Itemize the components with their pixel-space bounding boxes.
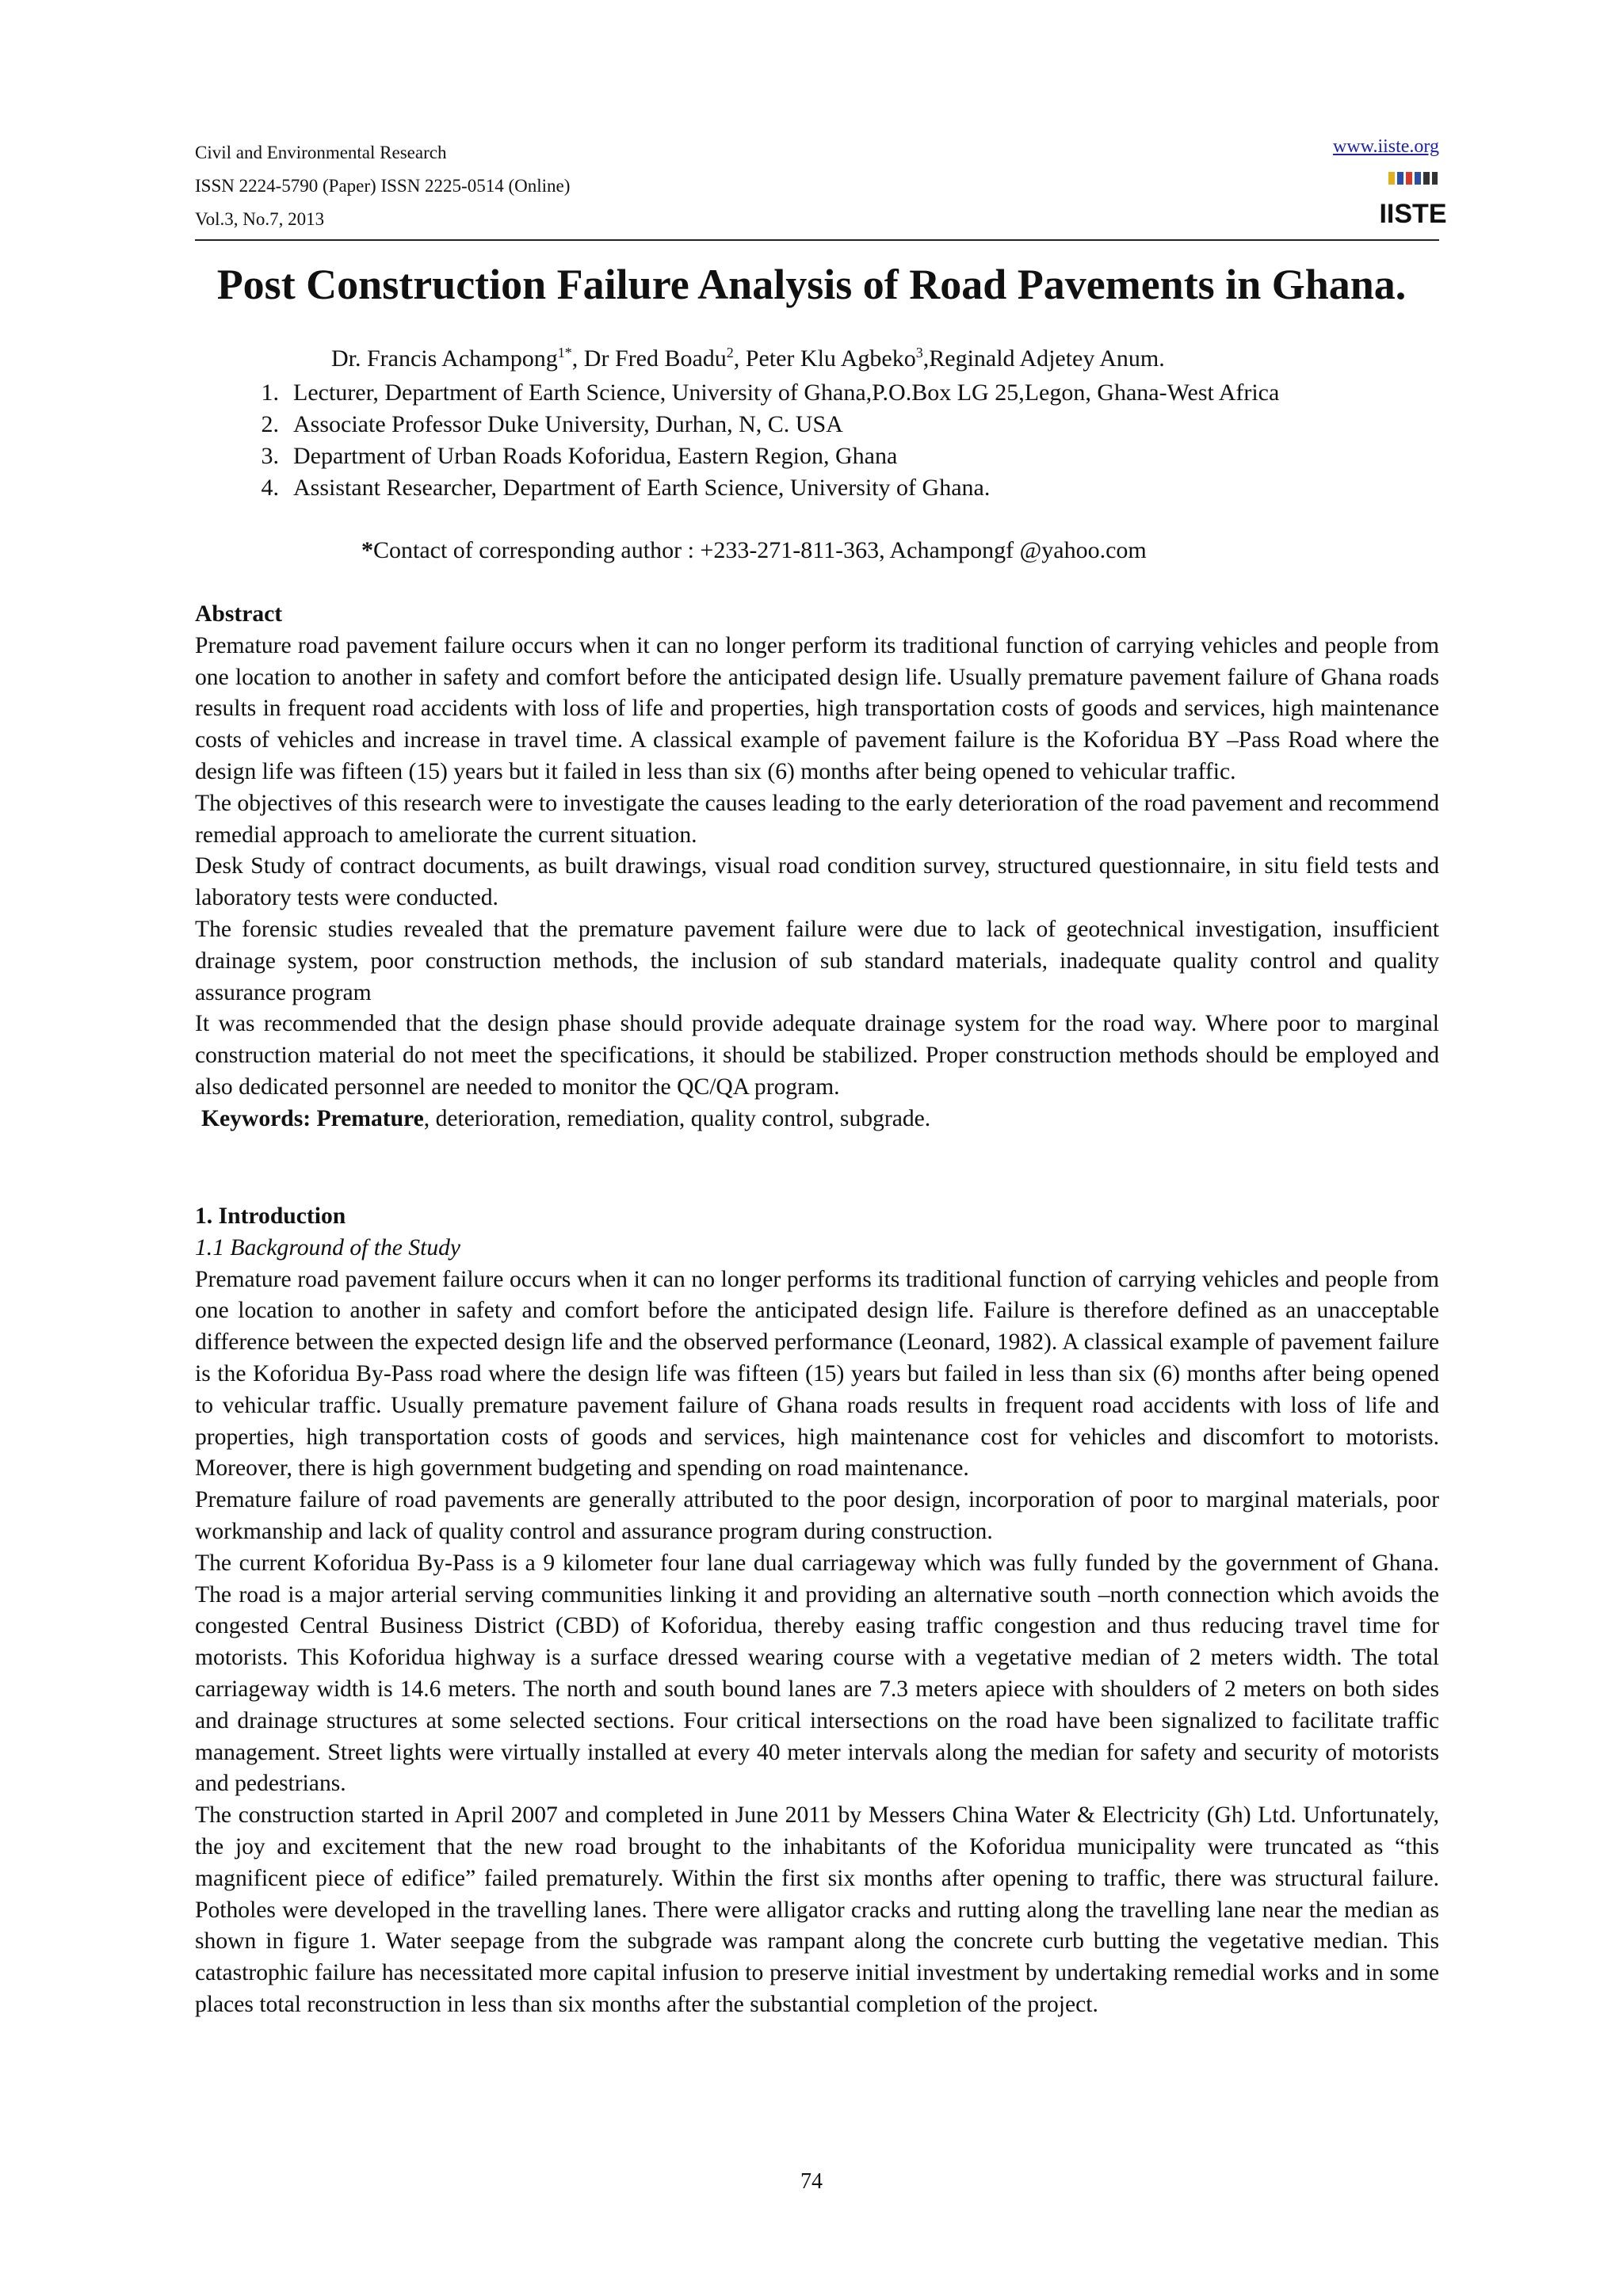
- contact-text: Contact of corresponding author : +233-271-811-363, Achampongf @yahoo.com: [373, 537, 1147, 563]
- logo-text: IISTE: [1379, 199, 1447, 229]
- introduction-section: [195, 1201, 1439, 2021]
- page-number: 74: [800, 2169, 823, 2194]
- body-paragraph: The construction started in April 2007 and completed in June 2011 by Messers China Water & Electricity (Gh) Ltd. Unfortunately, the joy and excitement that the new road brought to the inhabitants of the Koforidua municipality were truncated as “this magnificent piece of edifice” failed prematurely. Within the first six months after opening to traffic, there was structural failure. Potholes were developed in the travelling lanes. There were alligator cracks and rutting along the travelling lane near the median as shown in figure 1. Water seepage from the subgrade was rampant along the concrete curb butting the vegetative median. This catastrophic failure has necessitated more capital infusion to preserve initial investment by undertaking remedial works and in some places total reconstruction in less than six months after the substantial completion of the project.: [195, 1802, 1439, 2017]
- paper-title: Post Construction Failure Analysis of Road Pavements in Ghana.: [216, 261, 1407, 308]
- author-3: , Peter Klu Agbeko: [733, 345, 916, 372]
- body-paragraph: Premature failure of road pavements are generally attributed to the poor design, incorporation of poor to marginal materials, poor workmanship and lack of quality control and assurance program during construction.: [195, 1487, 1439, 1544]
- affiliation-number: 2.: [261, 411, 279, 437]
- affiliation-text: Associate Professor Duke University, Durhan, N, C. USA: [293, 411, 843, 437]
- abstract-paragraph: The objectives of this research were to investigate the causes leading to the early deterioration of the road pavement and recommend remedial approach to ameliorate the current situation.: [195, 790, 1439, 848]
- affiliation-item: [195, 409, 1439, 441]
- journal-url-link[interactable]: www.iiste.org: [1333, 136, 1439, 157]
- affiliation-list: [195, 377, 1439, 504]
- author-1-marker: 1*: [557, 345, 572, 360]
- corresponding-author-contact: [361, 537, 1147, 564]
- keywords-rest: , deterioration, remediation, quality control, subgrade.: [423, 1105, 931, 1131]
- author-4: ,Reginald Adjetey Anum.: [922, 345, 1165, 372]
- header-rule: [195, 239, 1439, 241]
- journal-name: Civil and Environmental Research: [195, 143, 447, 162]
- abstract-paragraph: It was recommended that the design phase should provide adequate drainage system for the road way. Where poor to marginal construction material do not meet the specifications, it should be stabilized. Proper construction methods should be employed and also dedicated personnel are needed to monitor the QC/QA program.: [195, 1011, 1439, 1100]
- body-paragraph: Premature road pavement failure occurs when it can no longer performs its traditional function of carrying vehicles and people from one location to another in safety and comfort before the anticipated design life. Failure is therefore defined as an unacceptable difference between the expected design life and the observed performance (Leonard, 1982). A classical example of pavement failure is the Koforidua By-Pass road where the design life was fifteen (15) years but failed in less than six (6) months after being opened to vehicular traffic. Usually premature pavement failure of Ghana roads results in frequent road accidents with loss of life and properties, high transportation costs of goods and services, high maintenance cost for vehicles and discomfort to motorists. Moreover, there is high government budgeting and spending on road maintenance.: [195, 1266, 1439, 1482]
- affiliation-text: Lecturer, Department of Earth Science, University of Ghana,P.O.Box LG 25,Legon, Ghana-West Africa: [293, 379, 1280, 406]
- author-2: , Dr Fred Boadu: [571, 345, 727, 372]
- author-list: [331, 345, 1165, 372]
- abstract-section: [195, 599, 1439, 1135]
- keywords-label: Keywords:: [201, 1105, 317, 1131]
- author-3-marker: 3: [915, 345, 923, 360]
- journal-volume: Vol.3, No.7, 2013: [195, 209, 325, 229]
- author-2-marker: 2: [726, 345, 734, 360]
- affiliation-text: Assistant Researcher, Department of Earth Science, University of Ghana.: [293, 475, 991, 501]
- affiliation-item: [195, 441, 1439, 472]
- journal-issn: ISSN 2224-5790 (Paper) ISSN 2225-0514 (Online): [195, 176, 571, 196]
- affiliation-number: 1.: [261, 379, 279, 406]
- abstract-paragraph: Desk Study of contract documents, as built drawings, visual road condition survey, structured questionnaire, in situ field tests and laboratory tests were conducted.: [195, 853, 1439, 911]
- abstract-heading: Abstract: [195, 601, 283, 627]
- affiliation-item: [195, 472, 1439, 504]
- abstract-paragraph: Premature road pavement failure occurs when it can no longer perform its traditional function of carrying vehicles and people from one location to another in safety and comfort before the anticipated design life. Usually premature pavement failure of Ghana roads results in frequent road accidents with loss of life and properties, high transportation costs of goods and services, high maintenance costs of vehicles and increase in travel time. A classical example of pavement failure is the Koforidua BY –Pass Road where the design life was fifteen (15) years but it failed in less than six (6) months after being opened to vehicular traffic.: [195, 632, 1439, 784]
- affiliation-number: 4.: [261, 475, 279, 501]
- author-1: Dr. Francis Achampong: [331, 345, 558, 372]
- affiliation-text: Department of Urban Roads Koforidua, Eastern Region, Ghana: [293, 443, 898, 469]
- keywords: [195, 1104, 1439, 1135]
- journal-header: [195, 136, 570, 236]
- section-heading: 1. Introduction: [195, 1203, 346, 1229]
- iiste-logo: [1379, 170, 1447, 229]
- abstract-paragraph: The forensic studies revealed that the premature pavement failure were due to lack of geotechnical investigation, insufficient drainage system, poor construction methods, the inclusion of sub standard materials, inadequate quality control and quality assurance program: [195, 916, 1439, 1005]
- affiliation-item: [195, 377, 1439, 409]
- subsection-heading: 1.1 Background of the Study: [195, 1234, 461, 1261]
- body-paragraph: The current Koforidua By-Pass is a 9 kilometer four lane dual carriageway which was fully funded by the government of Ghana. The road is a major arterial serving communities linking it and providing an alternative south –north connection which avoids the congested Central Business District (CBD) of Koforidua, thereby easing traffic congestion and thus reducing travel time for motorists. This Koforidua highway is a surface dressed wearing course with a vegetative median of 2 meters width. The total carriageway width is 14.6 meters. The north and south bound lanes are 7.3 meters apiece with shoulders of 2 meters on both sides and drainage structures at some selected sections. Four critical intersections on the road have been signalized to facilitate traffic management. Street lights were virtually installed at every 40 meter intervals along the median for safety and security of motorists and pedestrians.: [195, 1550, 1439, 1797]
- keywords-bold: Premature: [316, 1105, 424, 1131]
- contact-star: *: [361, 537, 373, 563]
- affiliation-number: 3.: [261, 443, 279, 469]
